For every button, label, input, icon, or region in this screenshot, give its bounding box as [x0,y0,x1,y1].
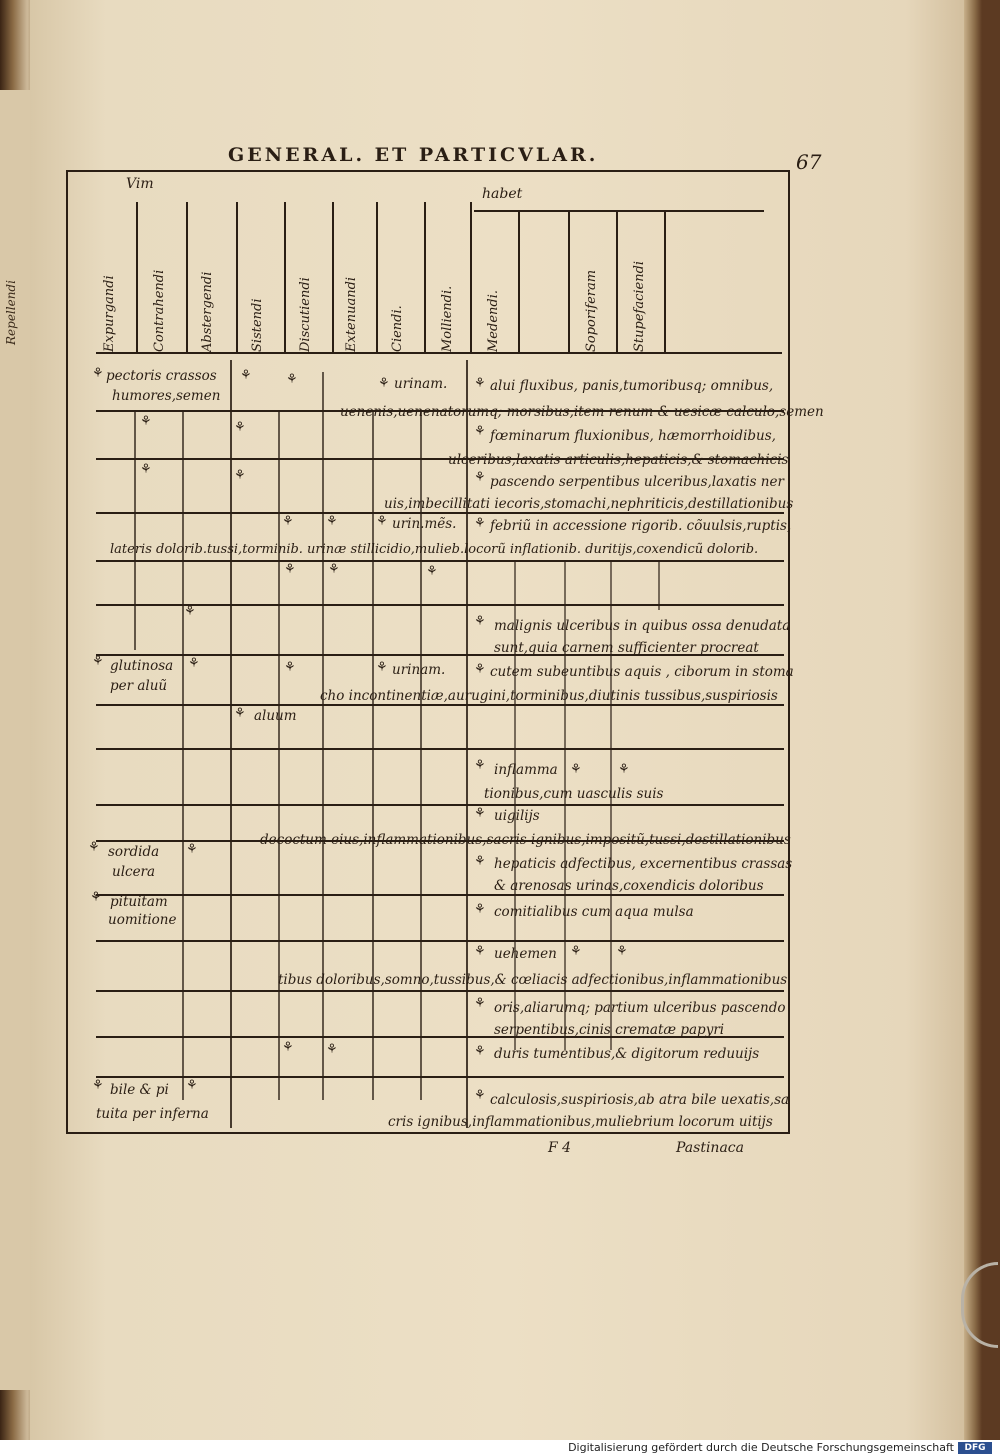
marker-glyph: ⚘ [570,762,582,777]
row-text: urin.mẽs. [392,516,457,532]
row-text: urinam. [392,662,446,678]
row-text: tibus doloribus,somno,tussibus,& cœliacis adfectionibus,inflammationibus [278,972,788,988]
grid-line [134,410,136,650]
row-text: tuita per inferna [96,1106,209,1122]
row-text: tionibus,cum uasculis suis [484,786,664,802]
row-text: inflamma [494,762,558,778]
marker-glyph: ⚘ [282,1040,294,1055]
marker-glyph: ⚘ [234,468,246,483]
row-text: uehemen [494,946,557,962]
row-text: febriũ in accessione rigorib. cõuulsis,ruptis, [490,518,792,534]
column-label: Sistendi [250,298,265,352]
marker-glyph: ⚘ [284,562,296,577]
marker-glyph: ⚘ [474,516,486,531]
column-label: Molliendi. [440,285,455,352]
row-text: pituitam [110,894,168,910]
marker-glyph: ⚘ [188,656,200,671]
group-label-habet: habet [482,186,523,202]
header-divider [518,212,520,352]
marker-glyph: ⚘ [282,514,294,529]
row-divider [96,560,784,562]
header-divider [616,212,618,352]
column-label: Discutiendi [298,277,313,352]
marker-glyph: ⚘ [326,1042,338,1057]
digitization-bar [0,1440,1000,1456]
row-divider [96,940,784,942]
column-label: Abstergendi [200,271,215,352]
marker-glyph: ⚘ [474,758,486,773]
marker-glyph: ⚘ [618,762,630,777]
row-text: ulcera [112,864,156,880]
marker-glyph: ⚘ [474,806,486,821]
marker-glyph: ⚘ [240,368,252,383]
marker-glyph: ⚘ [140,414,152,429]
header-divider [284,202,286,352]
row-divider [96,1076,784,1078]
grid-line [230,360,232,1128]
row-divider [96,604,784,606]
marker-glyph: ⚘ [88,840,100,855]
row-text: uenenis,uenenatorumq; morsibus,item renum & uesicæ calculo,semen [340,404,824,420]
marker-glyph: ⚘ [326,514,338,529]
column-label: Contrahendi [152,269,167,352]
row-text: uomitione [108,912,177,928]
row-divider [96,804,784,806]
marker-glyph: ⚘ [376,660,388,675]
marker-glyph: ⚘ [90,890,102,905]
marker-glyph: ⚘ [474,470,486,485]
marker-glyph: ⚘ [474,944,486,959]
grid-line [658,560,660,610]
row-text: humores,semen [112,388,221,404]
row-text: pectoris crassos [106,368,217,384]
marker-glyph: ⚘ [474,1044,486,1059]
row-divider [96,894,784,896]
marker-glyph: ⚘ [474,854,486,869]
marker-glyph: ⚘ [376,514,388,529]
marker-glyph: ⚘ [92,654,104,669]
row-text: cho incontinentiæ,aurugini,torminibus,diutinis tussibus,suspiriosis [320,688,778,704]
grid-line [466,360,468,1128]
row-text: fœminarum fluxionibus, hæmorrhoidibus, [490,428,776,444]
marker-glyph: ⚘ [378,376,390,391]
marker-glyph: ⚘ [474,424,486,439]
column-label: Expurgandi [102,275,117,352]
digitization-credit: Digitalisierung gefördert durch die Deutsche Forschungsgemeinschaft [568,1441,954,1454]
header-divider [136,202,138,352]
row-text: uigilijs [494,808,540,824]
row-text: duris tumentibus,& digitorum reduuijs [494,1046,760,1062]
header-divider [376,202,378,352]
marker-glyph: ⚘ [186,1078,198,1093]
row-text: lateris dolorib.tussi,torminib. urinæ stillicidio,mulieb.locorũ inflationib. duritijs,coxendicũ dolorib. [110,542,759,557]
marker-glyph: ⚘ [616,944,628,959]
marker-glyph: ⚘ [474,376,486,391]
row-text: glutinosa [110,658,174,674]
header-divider [236,202,238,352]
marker-glyph: ⚘ [284,660,296,675]
left-page-edge [0,90,32,1390]
row-text: malignis ulceribus in quibus ossa denudata [494,618,791,634]
column-label: Stupefaciendi [632,260,647,352]
row-text: aluum [254,708,297,724]
row-divider [96,748,784,750]
row-divider [96,990,784,992]
running-title: GENERAL. ET PARTICVLAR. [228,144,599,166]
marker-glyph: ⚘ [474,662,486,677]
header-divider [664,212,666,352]
signature-mark: F 4 [548,1140,572,1156]
row-text: sordida [108,844,160,860]
row-text: uis,imbecillitati iecoris,stomachi,nephriticis,destillationibus [384,496,794,512]
row-text: hepaticis adfectibus, excernentibus crassas [494,856,793,872]
header-divider [186,202,188,352]
left-page-label: Repellendi [4,280,18,345]
row-text: bile & pi [110,1082,169,1098]
row-text: serpentibus,cinis crematæ papyri [494,1022,725,1038]
row-text: alui fluxibus, panis,tumoribusq; omnibus, [490,378,774,394]
row-text: pascendo serpentibus ulceribus,laxatis ner [490,474,784,490]
marker-glyph: ⚘ [234,420,246,435]
marker-glyph: ⚘ [184,604,196,619]
column-label: Medendi. [486,289,501,352]
header-divider [470,202,472,352]
row-text: cris ignibus,inflammationibus,muliebrium locorum uitijs [388,1114,773,1130]
column-label: Soporiferam [584,269,599,352]
marker-glyph: ⚘ [234,706,246,721]
row-text: & arenosas urinas,coxendicis doloribus [494,878,764,894]
header-divider [332,202,334,352]
catchword: Pastinaca [676,1140,744,1156]
row-text: decoctum eius,inflammationibus,sacris ignibus,impositũ,tussi,destillationibus [260,832,791,848]
marker-glyph: ⚘ [140,462,152,477]
column-label: Extenuandi [344,276,359,352]
header-bottom-rule [96,352,782,354]
row-divider [96,704,784,706]
marker-glyph: ⚘ [186,842,198,857]
marker-glyph: ⚘ [92,1078,104,1093]
marker-glyph: ⚘ [474,1088,486,1103]
page-number: 67 [796,150,822,174]
dfg-logo: DFG [958,1442,992,1454]
row-divider [96,512,784,514]
row-text: urinam. [394,376,448,392]
row-text: calculosis,suspiriosis,ab atra bile uexatis,sa [490,1092,790,1108]
marker-glyph: ⚘ [474,902,486,917]
row-text: oris,aliarumq; partium ulceribus pascendo [494,1000,786,1016]
marker-glyph: ⚘ [92,366,104,381]
marker-glyph: ⚘ [426,564,438,579]
row-text: sunt,quia carnem sufficienter procreat [494,640,759,656]
marker-glyph: ⚘ [286,372,298,387]
marker-glyph: ⚘ [570,944,582,959]
group-label-vim: Vim [126,176,154,192]
marker-glyph: ⚘ [474,614,486,629]
row-text: per aluũ [110,678,168,694]
row-text: ulceribus,laxatis articulis,hepaticis,& stomachicis [448,452,789,468]
column-label: Ciendi. [390,305,405,352]
marker-glyph: ⚘ [474,996,486,1011]
row-text: comitialibus cum aqua mulsa [494,904,694,920]
row-text: cutem subeuntibus aquis , ciborum in stoma [490,664,794,680]
marker-glyph: ⚘ [328,562,340,577]
header-divider [568,212,570,352]
header-divider [424,202,426,352]
page-fore-edge [964,0,982,1440]
